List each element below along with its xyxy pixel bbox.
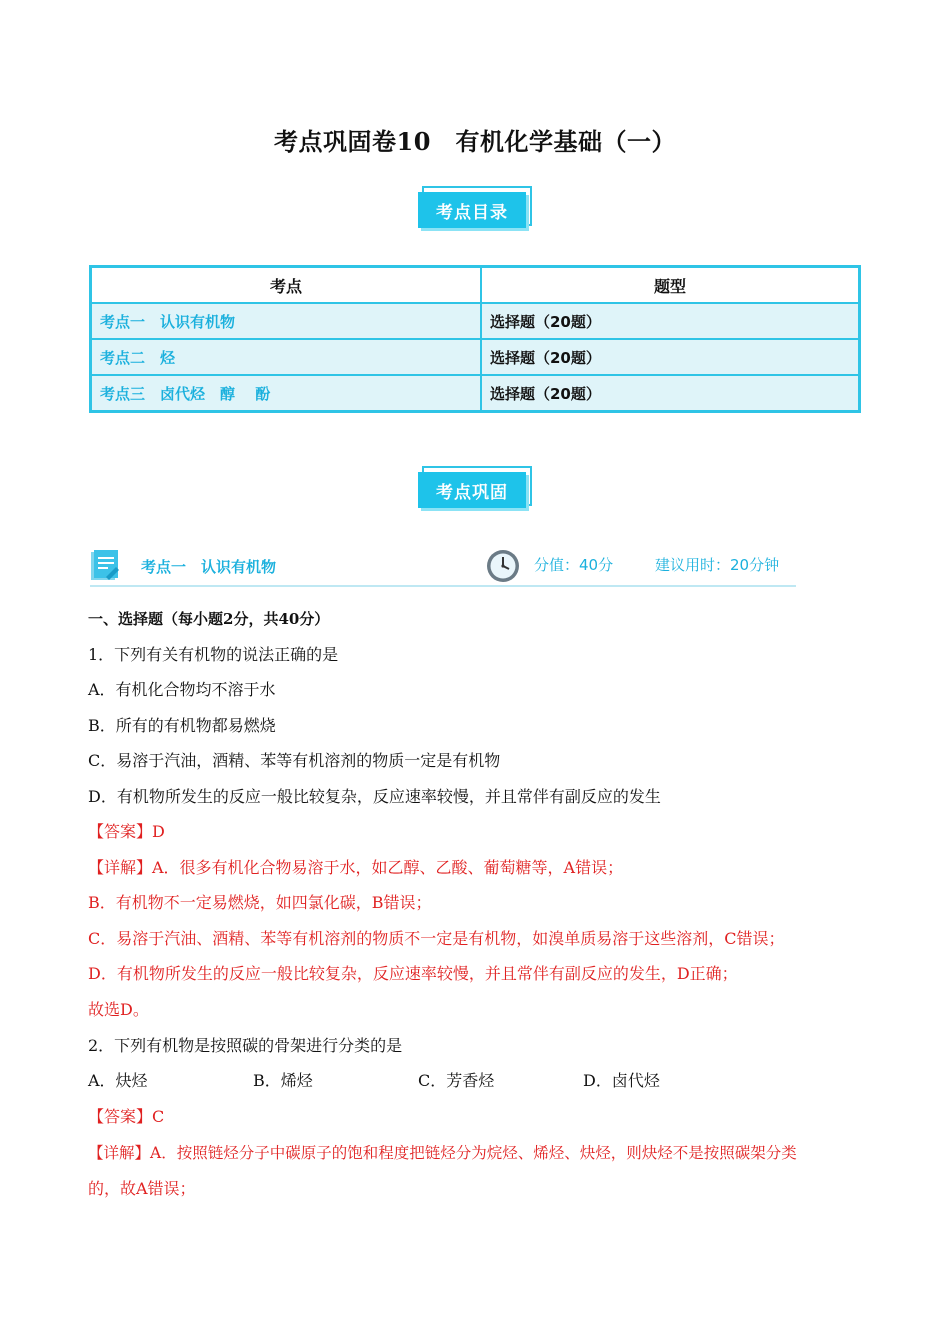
answer: 【答案】C	[88, 1107, 165, 1126]
table-row	[91, 339, 860, 375]
section-time: 建议用时：20分钟	[655, 556, 780, 574]
toc-header-row	[91, 267, 860, 304]
toc-badge-label: 考点目录	[418, 192, 526, 228]
toc-header-type: 题型	[481, 267, 860, 304]
part-heading: 一、选择题（每小题2分，共40分）	[88, 610, 330, 628]
toc-header-topic: 考点	[91, 267, 482, 304]
option-b: B．烯烃	[253, 1071, 313, 1090]
answer: 【答案】D	[88, 822, 165, 841]
explanation-line: 【详解】A．按照链烃分子中碳原子的饱和程度把链烃分为烷烃、烯烃、炔烃，则炔烃不是按照碳架分类	[88, 1144, 797, 1162]
section-score: 分值：40分	[534, 556, 614, 574]
toc-type: 选择题（20题）	[481, 303, 860, 339]
question-stem: 2．下列有机物是按照碳的骨架进行分类的是	[88, 1036, 403, 1055]
notepad-icon	[90, 549, 120, 583]
option-a: A．有机化合物均不溶于水	[88, 680, 276, 699]
practice-badge	[418, 466, 536, 510]
explanation-line: D．有机物所发生的反应一般比较复杂，反应速率较慢，并且常伴有副反应的发生，D正确；	[88, 964, 738, 983]
clock-icon	[485, 548, 521, 584]
explanation-line: 【详解】A．很多有机化合物易溶于水，如乙醇、乙酸、葡萄糖等，A错误；	[88, 858, 624, 877]
option-c: C．芳香烃	[418, 1071, 495, 1090]
page-title: 考点巩固卷10 有机化学基础（一）	[274, 127, 676, 156]
toc-type: 选择题（20题）	[481, 375, 860, 412]
table-row	[91, 303, 860, 339]
question-stem: 1．下列有关有机物的说法正确的是	[88, 645, 339, 664]
option-a: A．炔烃	[88, 1071, 148, 1090]
toc-topic: 考点三 卤代烃 醇 酚	[91, 375, 482, 412]
option-b: B．所有的有机物都易燃烧	[88, 716, 276, 735]
toc-topic: 考点二 烃	[91, 339, 482, 375]
option-d: D．有机物所发生的反应一般比较复杂，反应速率较慢，并且常伴有副反应的发生	[88, 787, 661, 806]
section-divider	[90, 585, 796, 587]
table-row	[91, 375, 860, 412]
explanation-line: C．易溶于汽油、酒精、苯等有机溶剂的物质不一定是有机物，如溴单质易溶于这些溶剂，C错误；	[88, 929, 785, 948]
practice-badge-label: 考点巩固	[418, 472, 526, 508]
options-row	[88, 1070, 848, 1092]
toc-type: 选择题（20题）	[481, 339, 860, 375]
option-d: D．卤代烃	[583, 1071, 660, 1090]
toc-badge	[418, 186, 536, 230]
option-c: C．易溶于汽油，酒精、苯等有机溶剂的物质一定是有机物	[88, 751, 501, 770]
explanation-line: B．有机物不一定易燃烧，如四氯化碳，B错误；	[88, 893, 432, 912]
toc-topic: 考点一 认识有机物	[91, 303, 482, 339]
section-title: 考点一 认识有机物	[141, 558, 277, 576]
explanation-line: 的，故A错误；	[88, 1179, 196, 1198]
toc-table	[89, 265, 861, 413]
explanation-line: 故选D。	[88, 1000, 149, 1019]
